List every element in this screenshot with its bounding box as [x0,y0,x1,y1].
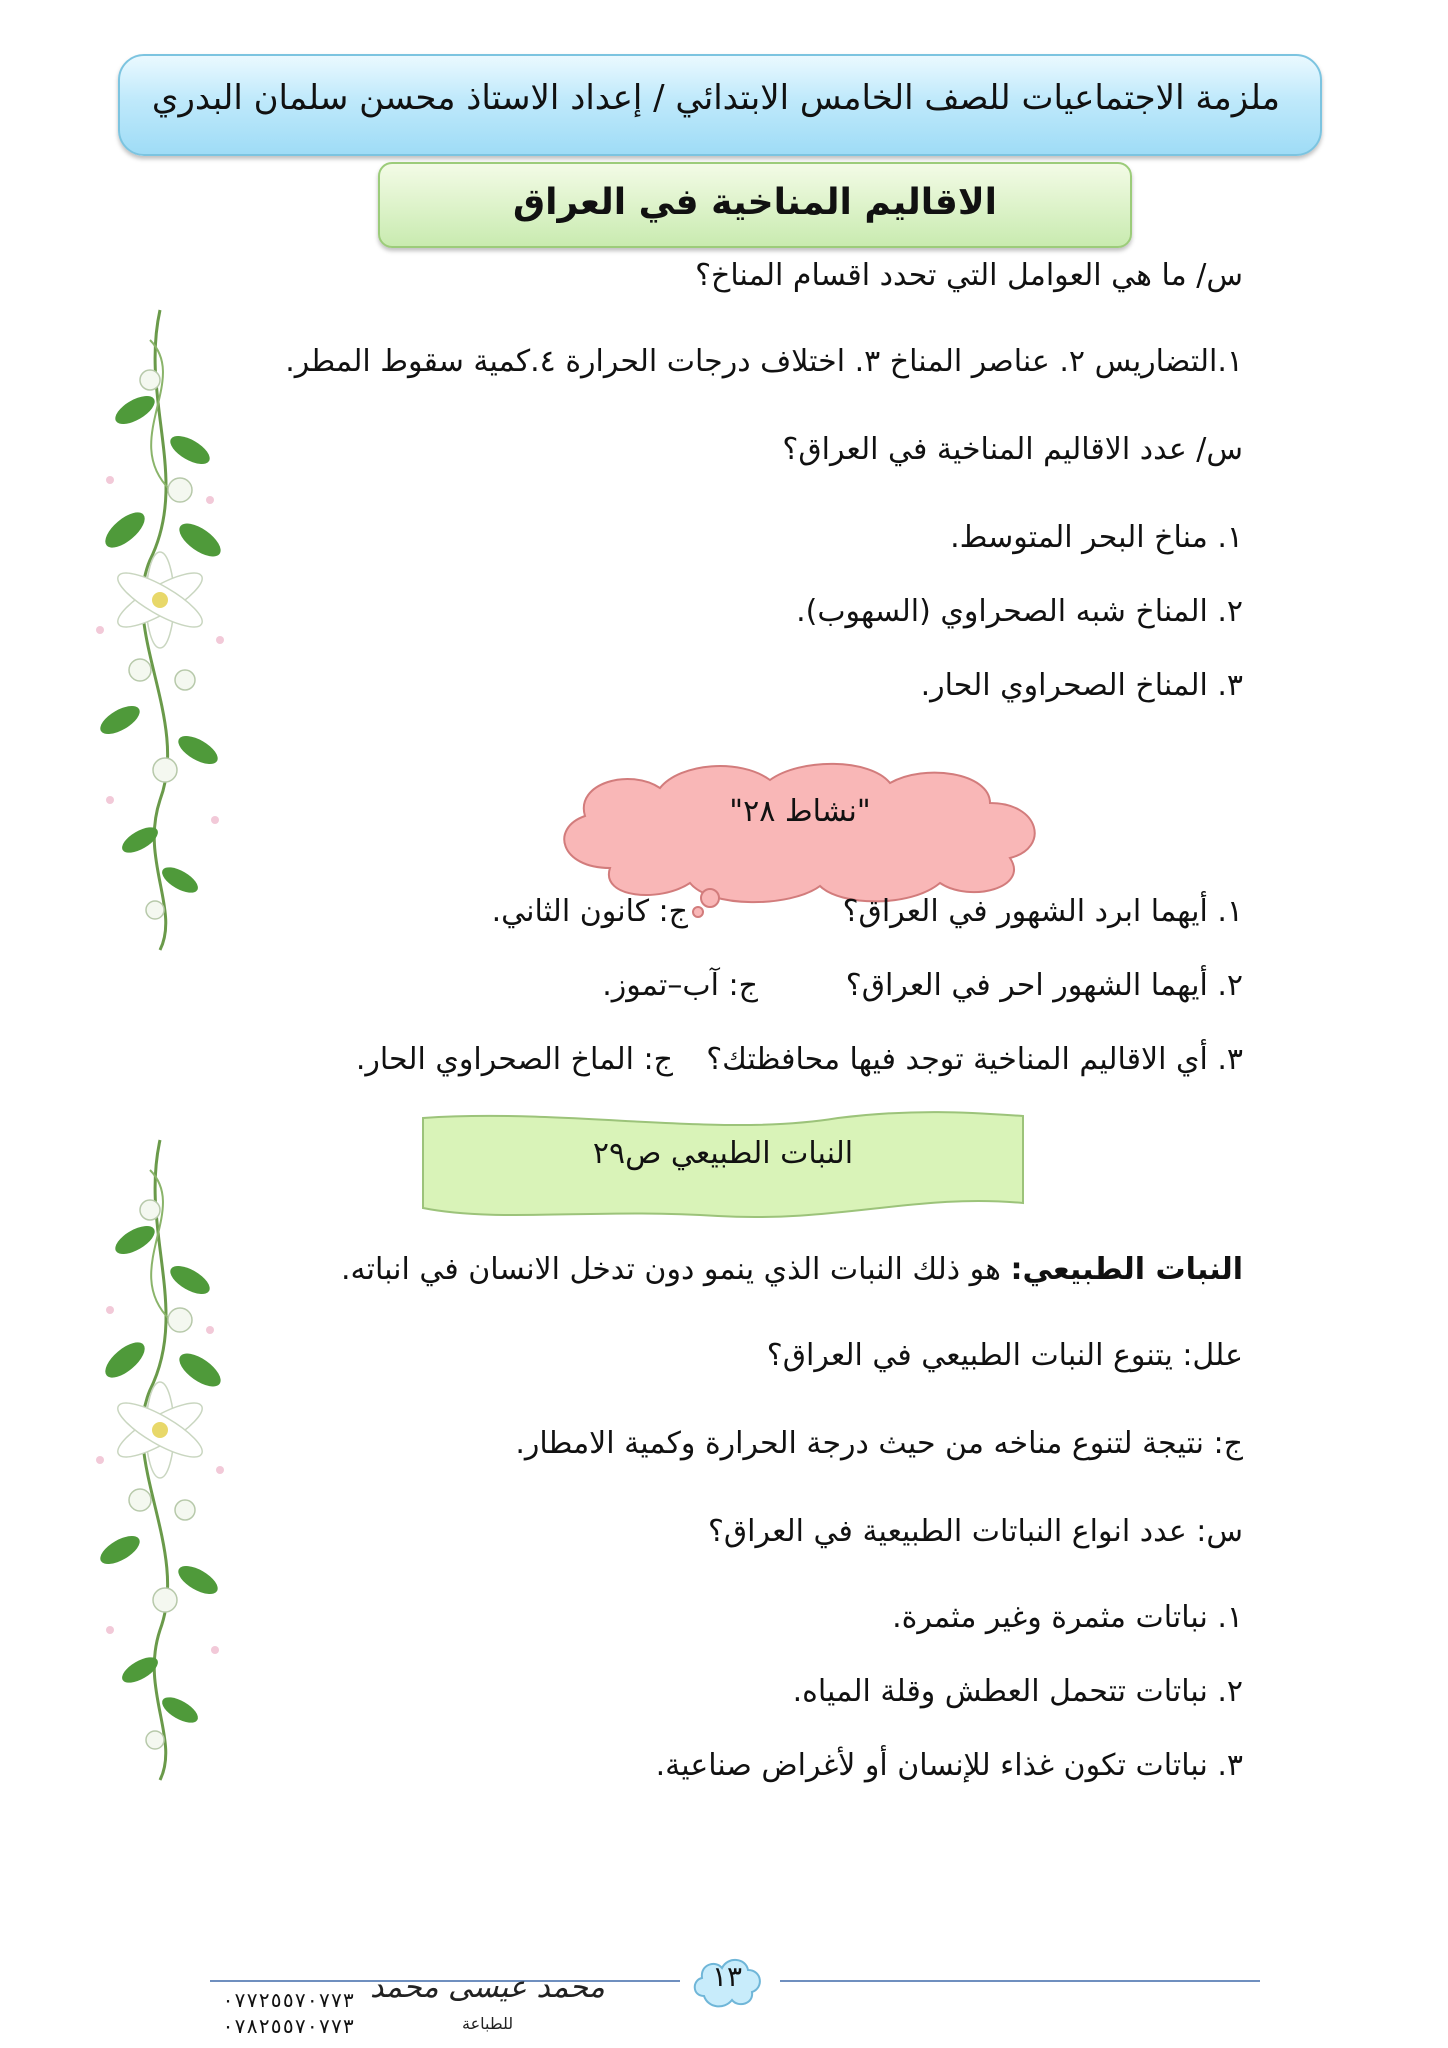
answer-reason: ج: نتيجة لتنوع مناخه من حيث درجة الحرارة وكمية الامطار. [515,1426,1243,1461]
answer-factors: ١.التضاريس ٢. عناصر المناخ ٣. اختلاف درجات الحرارة ٤.كمية سقوط المطر. [285,344,1243,379]
activity-answer-1: ج: كانون الثاني. [491,894,688,929]
activity-question-1: ١. أيهما ابرد الشهور في العراق؟ [842,894,1243,929]
activity-question-3: ٣. أي الاقاليم المناخية توجد فيها محافظتك؟ [706,1042,1243,1077]
definition-text: هو ذلك النبات الذي ينمو دون تدخل الانسان في انباته. [341,1252,1011,1287]
activity-question-2: ٢. أيهما الشهور احر في العراق؟ [845,968,1243,1003]
printer-signature-sub: للطباعة [462,2014,514,2033]
list-item: ١. مناخ البحر المتوسط. [950,520,1243,555]
page-number: ١٣ [711,1960,743,1993]
header-banner [118,54,1322,156]
list-item: ٣. المناخ الصحراوي الحار. [920,668,1243,703]
definition [341,1250,1243,1290]
list-item: ٣. نباتات تكون غذاء للإنسان أو لأغراض صناعية. [655,1748,1243,1783]
section-ribbon [418,1108,1028,1228]
phone-number-1: ٠٧٧٢٥٥٧٠٧٧٣ [222,1988,355,2012]
list-item: ١. نباتات مثمرة وغير مثمرة. [892,1600,1243,1635]
floral-decoration-top [80,300,240,960]
floral-decoration-bottom [80,1130,240,1790]
page-title: الاقاليم المناخية في العراق [512,182,998,223]
question-factors: س/ ما هي العوامل التي تحدد اقسام المناخ؟ [695,258,1243,293]
activity-answer-3: ج: الماخ الصحراوي الحار. [355,1042,673,1077]
printer-signature: محمد عيسى محمد [370,1970,605,2005]
question-regions: س/ عدد الاقاليم المناخية في العراق؟ [782,432,1243,467]
footer-line-right [780,1980,1260,1982]
definition-term: النبات الطبيعي: [1010,1252,1243,1287]
list-item: ٢. المناخ شبه الصحراوي (السهوب). [796,594,1243,629]
header-text: ملزمة الاجتماعيات للصف الخامس الابتدائي / إعداد الاستاذ محسن سلمان البدري [151,78,1280,118]
ribbon-label: النبات الطبيعي ص٢٩ [592,1136,854,1171]
activity-label: "نشاط ٢٨" [729,794,871,829]
activity-answer-2: ج: آب–تموز. [602,968,758,1003]
page-number-badge [690,1952,764,2010]
phone-number-2: ٠٧٨٢٥٥٧٠٧٧٣ [222,2014,355,2038]
list-item: ٢. نباتات تتحمل العطش وقلة المياه. [792,1674,1243,1709]
title-box [378,162,1132,248]
question-types: س: عدد انواع النباتات الطبيعية في العراق؟ [707,1514,1243,1549]
question-reason: علل: يتنوع النبات الطبيعي في العراق؟ [766,1338,1243,1373]
